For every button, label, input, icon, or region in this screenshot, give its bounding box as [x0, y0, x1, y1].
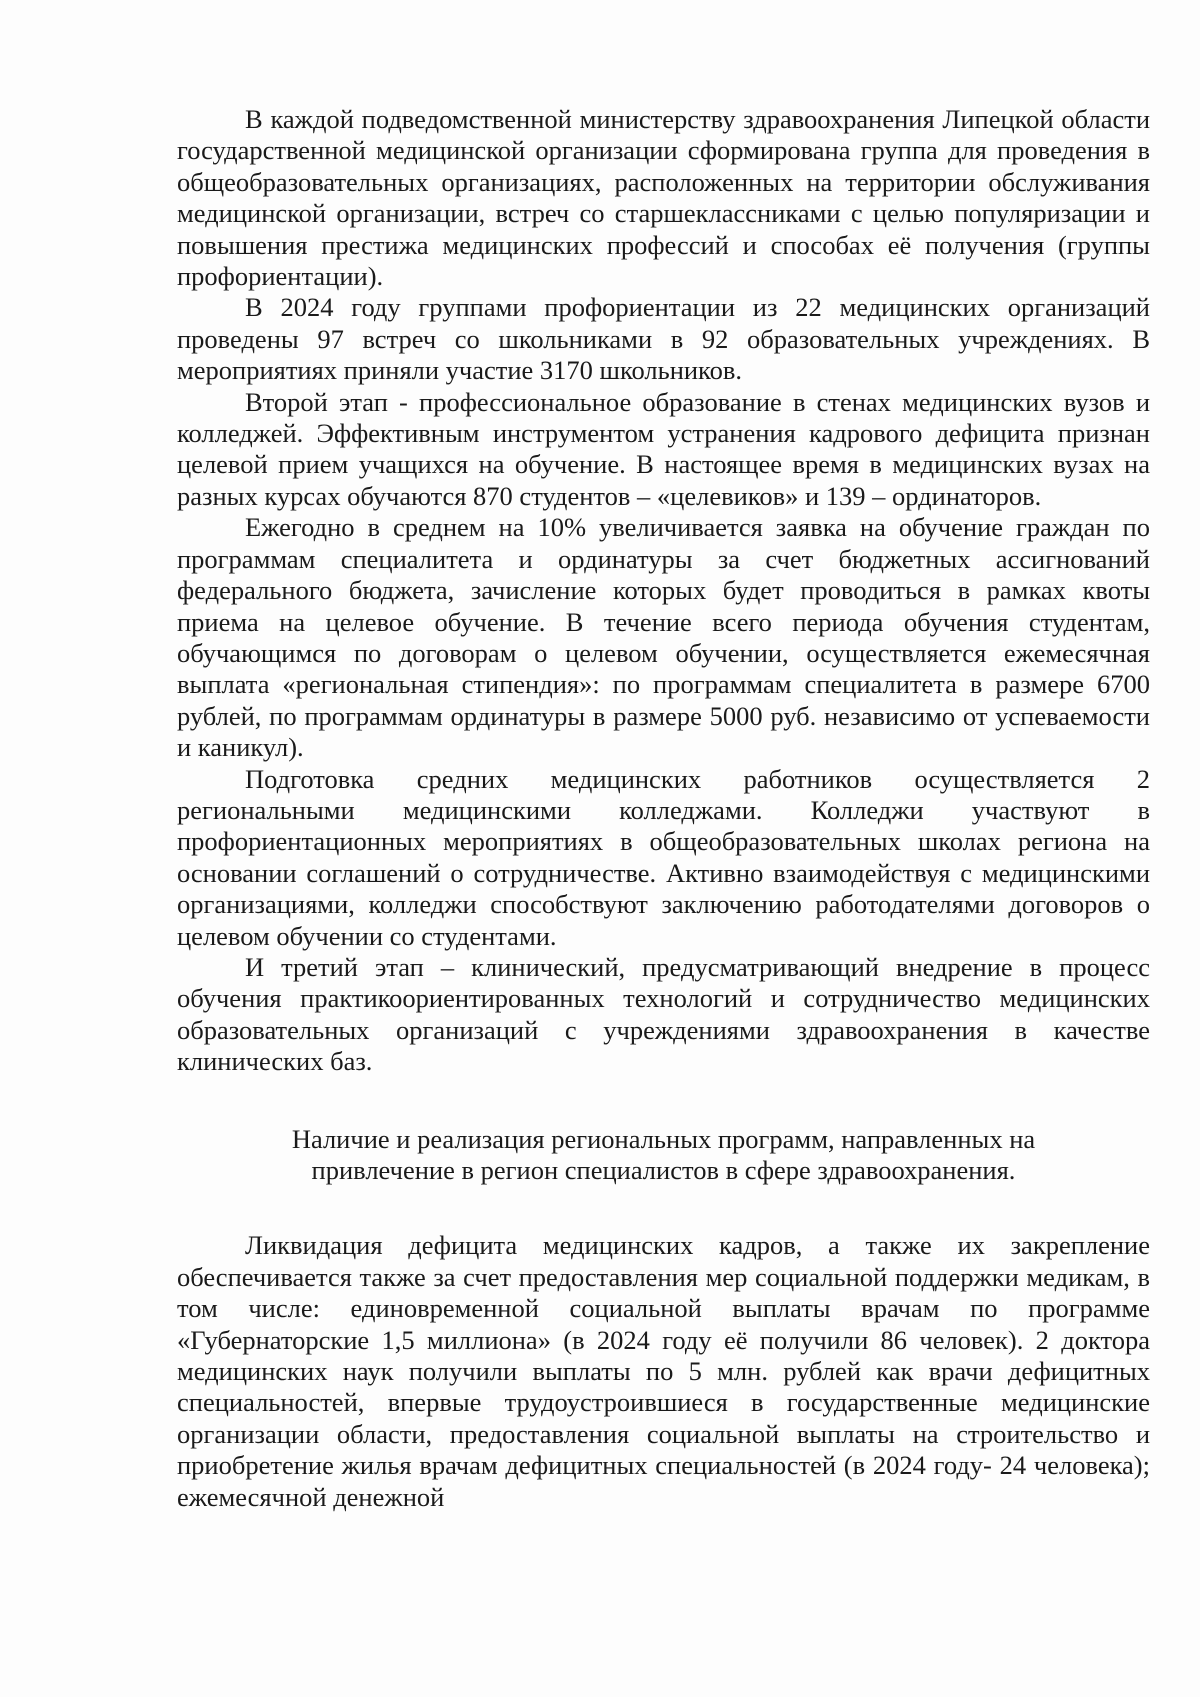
document-body	[177, 104, 1150, 1513]
section-heading: Наличие и реализация региональных программ, направленных на привлечение в регион специалистов в сфере здравоохранения.	[291, 1123, 1036, 1185]
paragraph-second-stage: Второй этап - профессиональное образование в стенах медицинских вузов и колледжей. Эффективным инструментом устранения кадрового дефицита признан целевой прием учащихся на обучение. В настоящее время в медицинских вузах на разных курсах обучаются 870 студентов – «целевиков» и 139 – ординаторов.	[177, 386, 1150, 511]
spacer	[177, 1186, 1150, 1230]
paragraph-third-stage: И третий этап – клинический, предусматривающий внедрение в процесс обучения практикоориентированных технологий и сотрудничество медицинских образовательных организаций с учреждениями здравоохранения в качестве клинических баз.	[177, 951, 1150, 1077]
paragraph-2024-meetings: В 2024 году группами профориентации из 22 медицинских организаций проведены 97 встреч со школьниками в 92 образовательных учреждениях. В мероприятиях приняли участие 3170 школьников.	[177, 292, 1150, 386]
paragraph-support-measures: Ликвидация дефицита медицинских кадров, а также их закрепление обеспечивается также за счет предоставления мер социальной поддержки медикам, в том числе: единовременной социальной выплаты врачам по программе «Губернаторские 1,5 миллиона» (в 2024 году её получили 86 человек). 2 доктора медицинских наук получили выплаты по 5 млн. рублей как врачи дефицитных специальностей, впервые трудоустроившиеся в государственные медицинские организации области, предоставления социальной выплаты на строительство и приобретение жилья врачам дефицитных специальностей (в 2024 году- 24 человека); ежемесячной денежной	[177, 1230, 1150, 1512]
spacer	[177, 1078, 1150, 1124]
paragraph-profori-groups: В каждой подведомственной министерству здравоохранения Липецкой области государственной медицинской организации сформирована группа для проведения в общеобразовательных организациях, расположенных на территории обслуживания медицинской организации, встреч со старшеклассниками с целью популяризации и повышения престижа медицинских профессий и способах её получения (группы профориентации).	[177, 104, 1150, 292]
paragraph-annual-quota: Ежегодно в среднем на 10% увеличивается заявка на обучение граждан по программам специалитета и ординатуры за счет бюджетных ассигнований федерального бюджета, зачисление которых будет проводиться в рамках квоты приема на целевое обучение. В течение всего периода обучения студентам, обучающимся по договорам о целевом обучении, осуществляется ежемесячная выплата «региональная стипендия»: по программам специалитета в размере 6700 рублей, по программам ординатуры в размере 5000 руб. независимо от успеваемости и каникул).	[177, 512, 1150, 763]
paragraph-colleges: Подготовка средних медицинских работников осуществляется 2 региональными медицинскими колледжами. Колледжи участвуют в профориентационных мероприятиях в общеобразовательных школах региона на основании соглашений о сотрудничестве. Активно взаимодействуя с медицинскими организациями, колледжи способствуют заключению работодателями договоров о целевом обучении со студентами.	[177, 763, 1150, 951]
